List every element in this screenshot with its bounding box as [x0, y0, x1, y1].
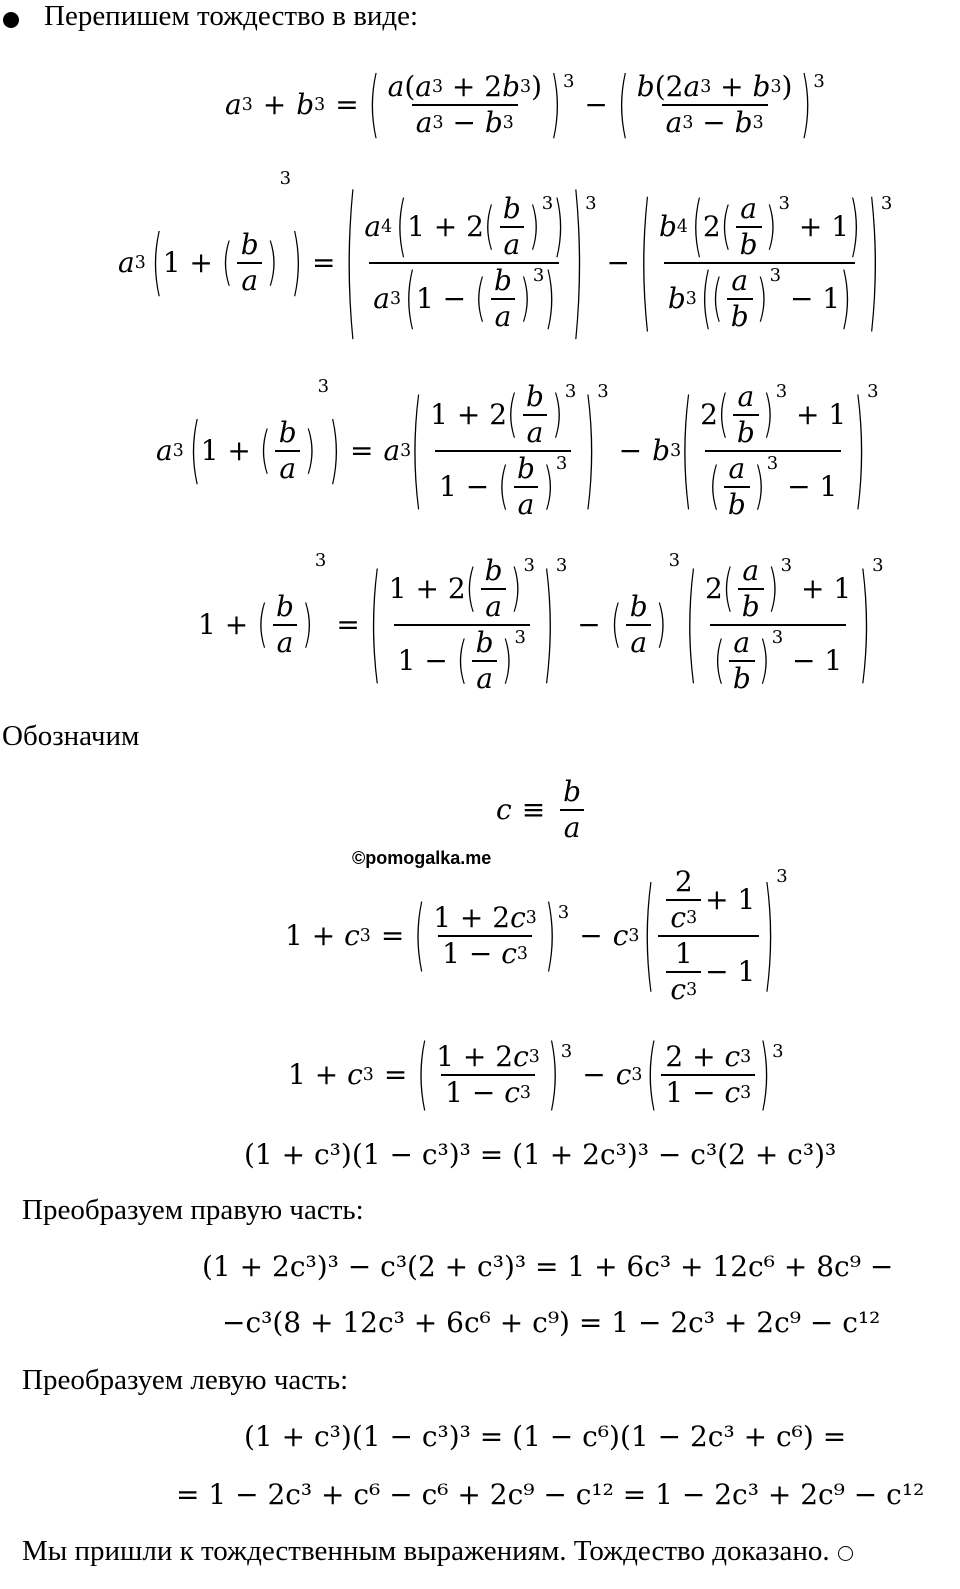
denote-text: Обозначим: [2, 720, 140, 752]
equation-2: a 3 ( 1 + ( $\frac{b}{a}$ ) 3 ) = ( a 4 ( 1 + 2 ( $\frac{b}{a}$ ) 3 ) a 3 ( 1 − ( $\frac{b}{a}$ ) 3 ) ) 3 − ( b 4 ( 2 ( $\frac{a}{b}$ ) 3 + 1 ) b 3 ( ( $\frac{a}{b}$ ) 3 − 1 ) ) 3: [118, 160, 893, 359]
transform-right-text: Преобразуем правую часть:: [22, 1194, 364, 1226]
equation-right-2: −c³(8 + 12c³ + 6c⁶ + c⁹) = 1 − 2c³ + 2c⁹ − c¹²: [222, 1306, 881, 1339]
conclusion-line: [22, 1537, 853, 1566]
equation-4: 1 + ( $\frac{b}{a}$ ) 3 = ( 1 + 2 ( $\frac{b}{a}$ ) 3 1 − ( $\frac{b}{a}$ ) 3 ) 3 − ( $\frac{b}{a}$ ) 3 ( 2 ( $\frac{a}{b}$ ) 3 + 1 ( $\frac{a}{b}$ ) 3 − 1 ) 3: [198, 546, 884, 699]
transform-left-text: Преобразуем левую часть:: [22, 1364, 349, 1396]
equation-c-2: 1 + c 3 = ( 1 + 2 c 3 1 − c 3 ) 3 − c 3 ( 2 + c 3 1 − c 3 ) 3: [288, 1027, 784, 1120]
equation-3: a 3 ( 1 + ( $\frac{b}{a}$ ) 3 ) = a 3 ( 1 + 2 ( $\frac{b}{a}$ ) 3 1 − ( $\frac{b}{a}$ ) 3 ) 3 − b 3 ( 2 ( $\frac{a}{b}$ ) 3 + 1 ( $\frac{a}{b}$ ) 3 − 1 ) 3: [156, 372, 879, 525]
watermark: ©pomogalka.me: [352, 848, 492, 868]
equation-c-1: 1 + c 3 = ( 1 + 2 c 3 1 − c 3 ) 3 − c 3 ( 2 c 3 + 1 1 c 3 − 1 ) 3: [285, 860, 788, 1006]
equation-right-1: (1 + 2c³)³ − c³(2 + c³)³ = 1 + 6c³ + 12c⁶ + 8c⁹ −: [202, 1250, 894, 1283]
equation-c-3: (1 + c³)(1 − c³)³ = (1 + 2c³)³ − c³(2 + c³)³: [244, 1138, 837, 1171]
end-of-proof-icon: [838, 1546, 853, 1561]
conclusion-text: Мы пришли к тождественным выражениям. Тождество доказано.: [22, 1535, 830, 1567]
bullet-icon: [3, 12, 19, 28]
intro-text: Перепишем тождество в виде:: [44, 0, 419, 32]
equation-1: a 3 + b 3 = ( a ( a 3 + 2 b 3 ) a 3 − b 3 ) 3 − ( b (2 a 3 + b 3 ) a 3 − b 3 ) 3: [225, 60, 825, 147]
equation-left-2: = 1 − 2c³ + c⁶ − c⁶ + 2c⁹ − c¹² = 1 − 2c³ + 2c⁹ − c¹²: [176, 1478, 925, 1511]
definition-c: c ≡ $\frac{b}{a}$: [496, 770, 589, 850]
equation-left-1: (1 + c³)(1 − c³)³ = (1 − c⁶)(1 − 2c³ + c⁶) =: [244, 1420, 847, 1453]
